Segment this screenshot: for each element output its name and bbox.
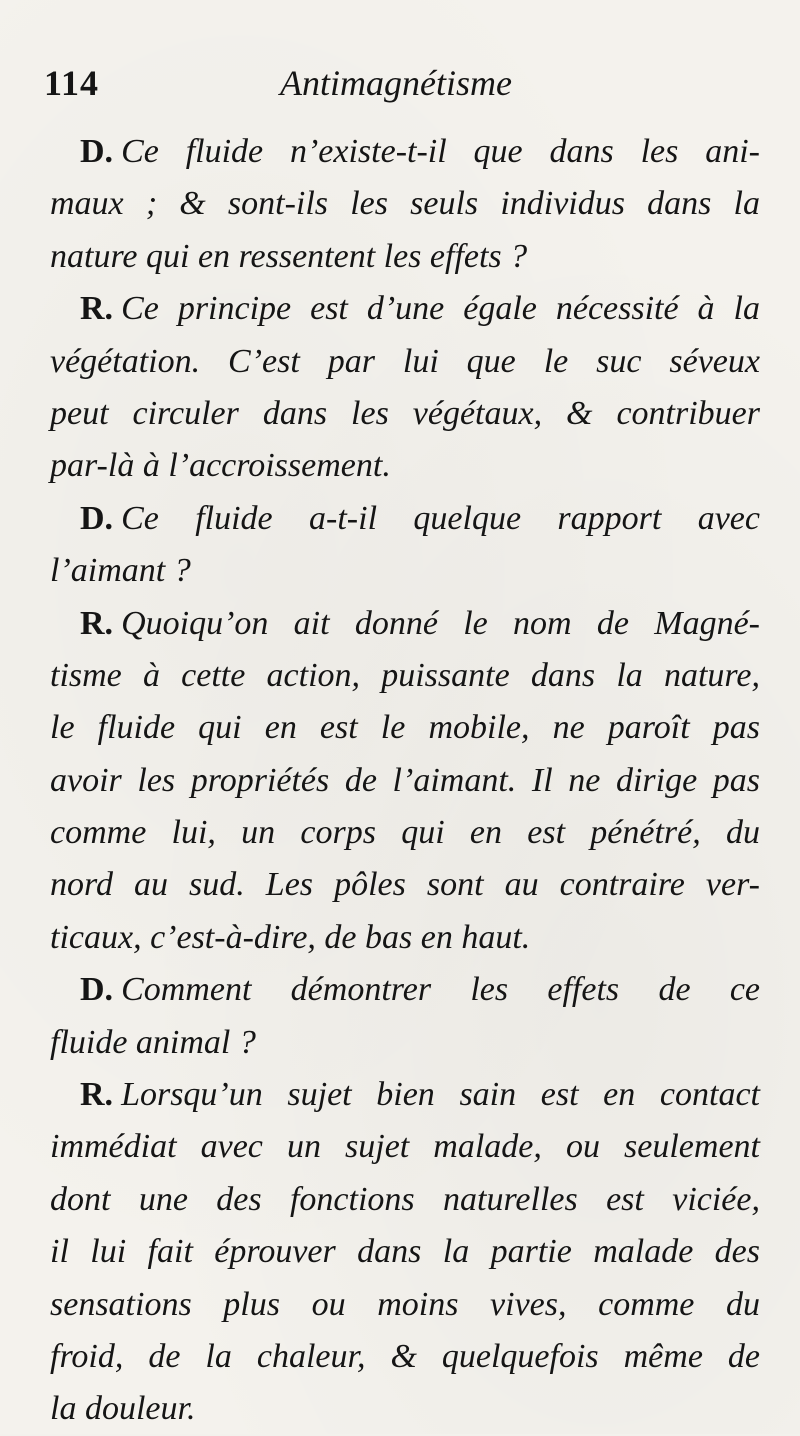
text-line (50, 807, 760, 859)
text-line (50, 1069, 760, 1121)
body-text (50, 126, 760, 1436)
line-text: Ce fluide n’existe-t-il que dans les ani- (121, 133, 760, 170)
line-text: fluide animal ? (50, 1023, 256, 1061)
line-text: Quoiqu’on ait donné le nom de Magné- (121, 604, 760, 642)
line-text: avoir les propriétés de l’aimant. Il ne dirige pas (50, 761, 760, 799)
text-line (50, 545, 760, 597)
speaker-marker: R. (80, 290, 114, 328)
line-text: végétation. C’est par lui que le suc séveux (50, 342, 760, 380)
line-text: nature qui en ressentent les effets ? (50, 237, 528, 275)
text-line (50, 859, 760, 911)
line-text: par-là à l’accroissement. (50, 447, 391, 485)
text-line (50, 440, 760, 492)
running-title: Antimagnétisme (280, 63, 512, 103)
text-line (50, 964, 760, 1016)
line-text: immédiat avec un sujet malade, ou seulement (50, 1128, 760, 1166)
text-line (50, 598, 760, 650)
line-text: peut circuler dans les végétaux, & contribuer (50, 394, 760, 432)
text-line (50, 1331, 760, 1383)
speaker-marker: R. (80, 604, 114, 642)
text-line (50, 493, 760, 545)
text-line (50, 1017, 760, 1069)
line-text: Ce fluide a-t-il quelque rapport avec (121, 499, 760, 537)
line-text: comme lui, un corps qui en est pénétré, du (50, 814, 760, 852)
line-text: il lui fait éprouver dans la partie malade des (50, 1233, 760, 1271)
text-line (50, 1226, 760, 1278)
text-line (50, 702, 760, 754)
line-text: maux ; & sont-ils les seuls individus dans la (50, 185, 760, 223)
line-text: Comment démontrer les effets de ce (121, 971, 760, 1009)
line-text: la douleur. (50, 1390, 196, 1428)
text-line (50, 126, 760, 178)
line-text: dont une des fonctions naturelles est viciée, (50, 1180, 760, 1218)
text-line (50, 231, 760, 283)
text-line (50, 178, 760, 230)
line-text: froid, de la chaleur, & quelquefois même de (50, 1337, 760, 1375)
text-line (50, 336, 760, 388)
line-text: nord au sud. Les pôles sont au contraire ver- (50, 866, 760, 904)
text-line (50, 1174, 760, 1226)
speaker-marker: D. (80, 971, 114, 1009)
text-line (50, 388, 760, 440)
line-text: le fluide qui en est le mobile, ne paroît pas (50, 709, 760, 747)
page-number: 114 (44, 63, 100, 103)
line-text: Lorsqu’un sujet bien sain est en contact (121, 1076, 760, 1114)
text-line (50, 755, 760, 807)
line-text: l’aimant ? (50, 552, 191, 590)
text-line (50, 1279, 760, 1331)
text-line (50, 1121, 760, 1173)
text-line (50, 650, 760, 702)
text-line (50, 283, 760, 335)
line-text: tisme à cette action, puissante dans la nature, (50, 656, 760, 694)
text-line (50, 1383, 760, 1435)
line-text: Ce principe est d’une égale nécessité à la (121, 290, 760, 328)
text-line (50, 912, 760, 964)
speaker-marker: D. (80, 499, 114, 537)
line-text: ticaux, c’est-à-dire, de bas en haut. (50, 918, 531, 956)
line-text: sensations plus ou moins vives, comme du (50, 1285, 760, 1323)
page-header (44, 62, 764, 112)
speaker-marker: R. (80, 1076, 114, 1114)
speaker-marker: D. (80, 133, 114, 170)
